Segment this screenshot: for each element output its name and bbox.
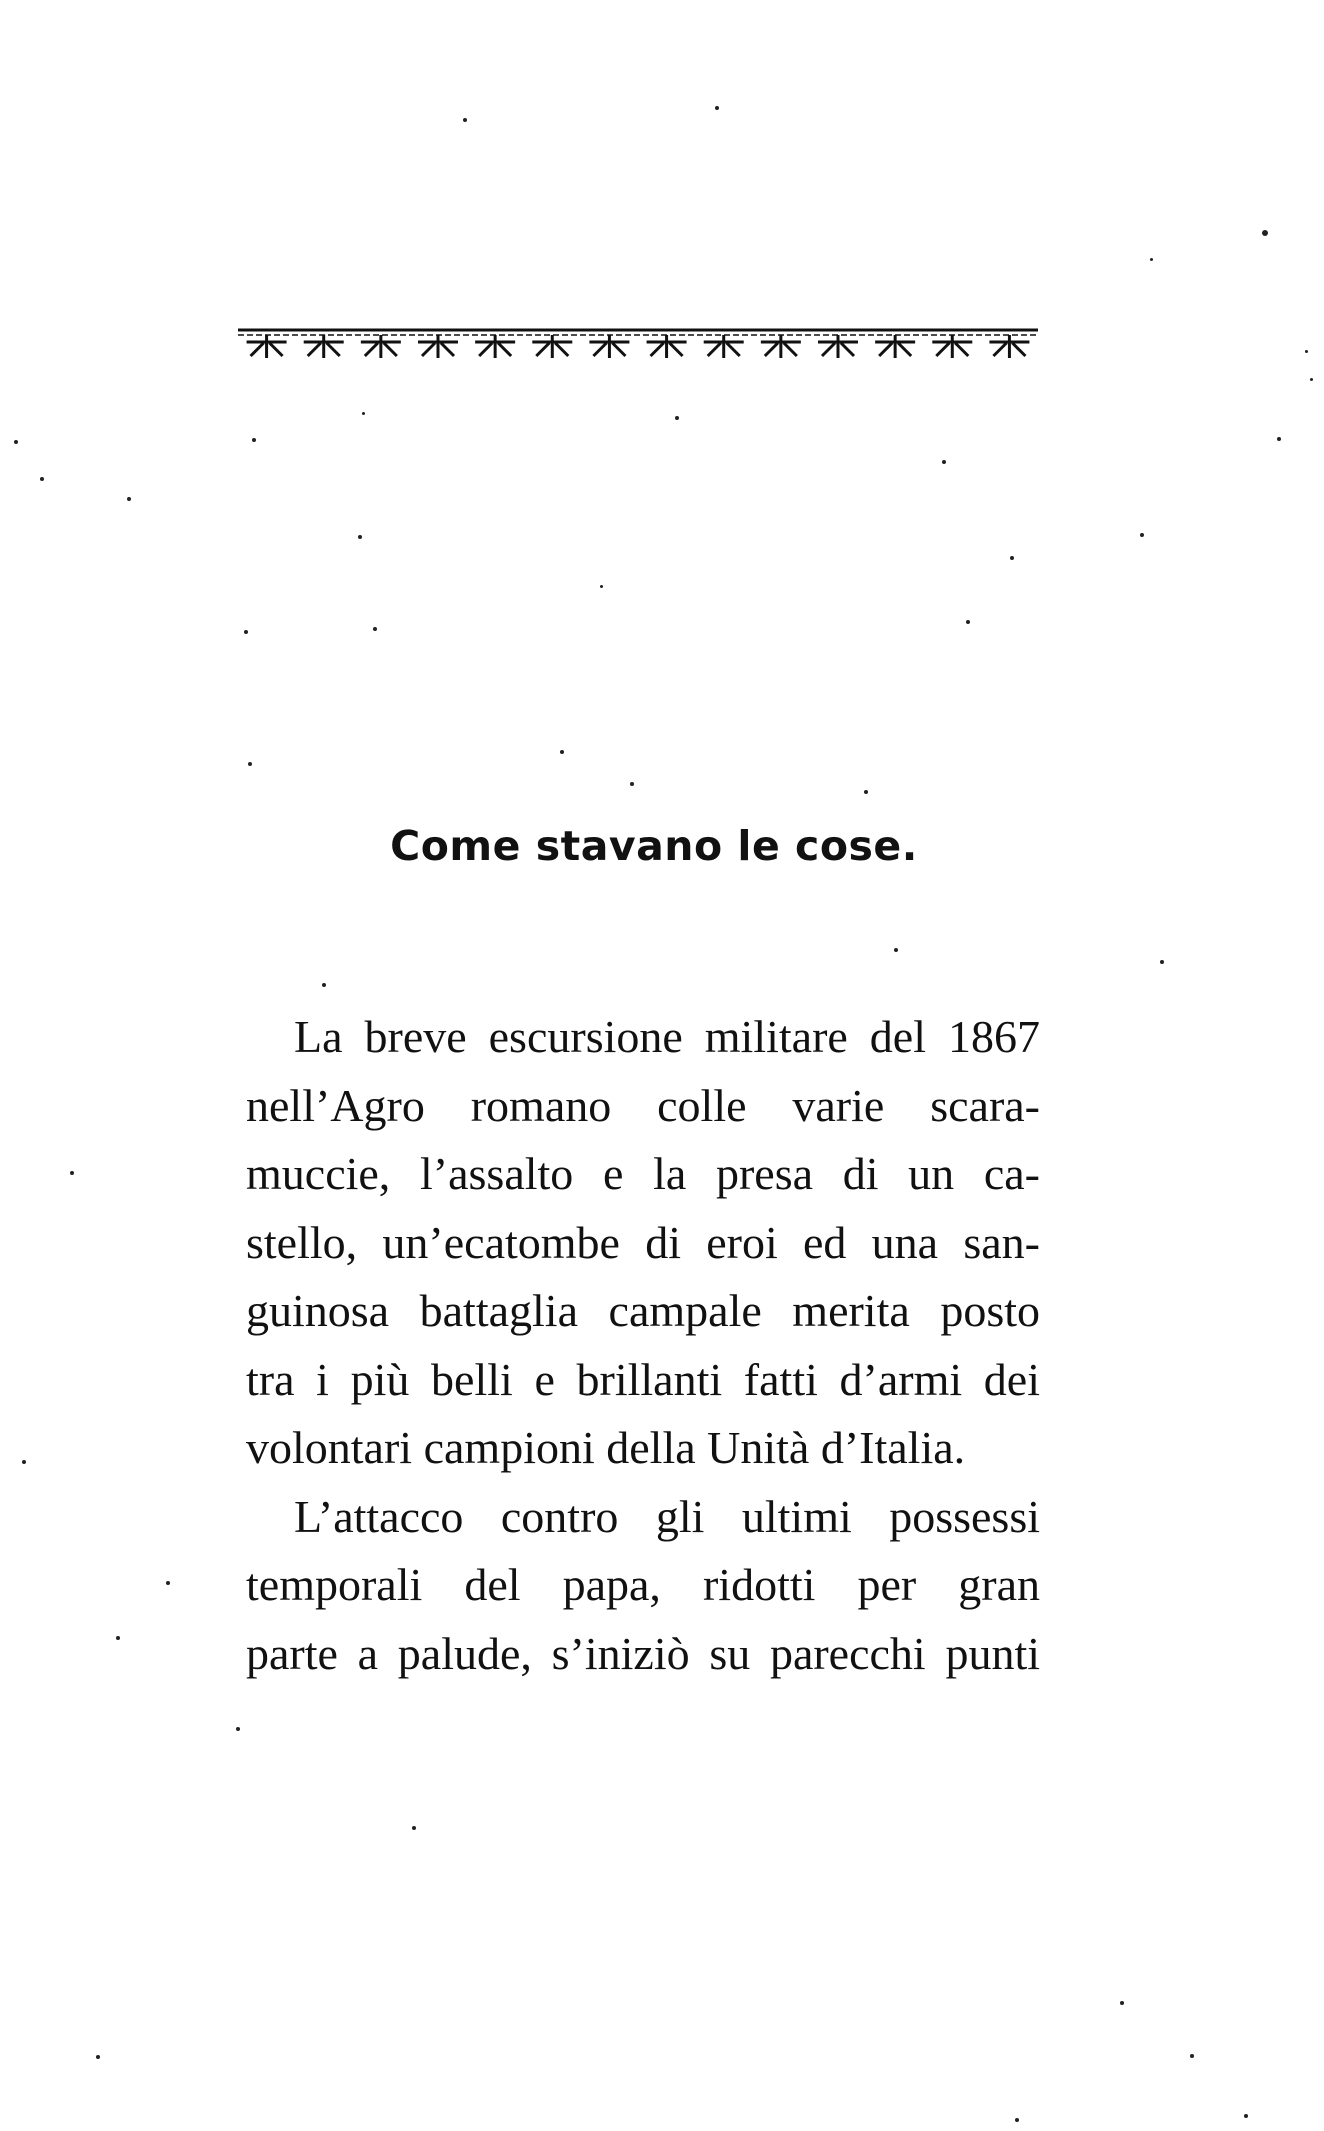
text-line: La breve escursione militare del 1867	[294, 1011, 1040, 1062]
speck	[463, 118, 467, 122]
ornament-unit	[761, 335, 801, 358]
text-line: guinosa battaglia campale merita posto	[246, 1285, 1040, 1336]
speck	[244, 630, 248, 634]
speck	[715, 106, 719, 110]
paragraph-1	[246, 1003, 1040, 1483]
speck	[1277, 437, 1281, 441]
ornament-unit	[304, 335, 344, 358]
ornament-unit	[875, 335, 915, 358]
speck	[864, 790, 868, 794]
text-line: L’attacco contro gli ultimi possessi	[294, 1490, 1040, 1542]
speck	[1150, 258, 1153, 261]
speck	[1160, 960, 1164, 964]
ornament-unit	[418, 335, 458, 358]
speck	[96, 2055, 100, 2059]
speck	[894, 948, 898, 952]
text-line: stello, un’ecatombe di eroi ed una san-	[246, 1216, 1040, 1268]
speck	[358, 535, 362, 539]
speck	[600, 585, 603, 588]
speck	[942, 460, 946, 464]
ornament-unit	[532, 335, 572, 358]
speck	[1120, 2001, 1124, 2005]
speck	[248, 762, 252, 766]
speck	[1010, 556, 1014, 560]
speck	[560, 750, 564, 754]
ornament-rule	[238, 326, 1038, 362]
speck	[40, 477, 44, 481]
speck	[116, 1636, 120, 1640]
speck	[412, 1826, 416, 1830]
speck	[675, 416, 679, 420]
section-heading: Come stavano le cose.	[390, 822, 918, 870]
body-text	[246, 1003, 1040, 1688]
speck	[630, 782, 634, 786]
speck	[1305, 350, 1308, 353]
ornament-unit	[818, 335, 858, 358]
text-line: parte a palude, s’iniziò su parecchi punti	[246, 1627, 1040, 1679]
ornament-unit	[647, 335, 687, 358]
speck	[1310, 378, 1313, 381]
ornament-unit	[589, 335, 629, 358]
speck	[362, 412, 365, 415]
ornament-unit	[932, 335, 972, 358]
speck	[236, 1727, 240, 1731]
speck	[14, 440, 18, 444]
speck	[322, 983, 326, 987]
ornament-unit	[704, 335, 744, 358]
text-line: volontari campioni della Unità d’Italia.	[246, 1422, 966, 1473]
speck	[1262, 230, 1268, 236]
speck	[252, 438, 256, 442]
ornament-unit	[361, 335, 401, 358]
ornament-unit	[475, 335, 515, 358]
speck	[127, 497, 131, 501]
text-line: temporali del papa, ridotti per gran	[246, 1559, 1040, 1610]
text-line: tra i più belli e brillanti fatti d’armi dei	[246, 1353, 1040, 1405]
ornament-unit	[989, 335, 1029, 358]
text-line: muccie, l’assalto e la presa di un ca-	[246, 1148, 1040, 1199]
speck	[70, 1171, 74, 1175]
ornament-unit	[247, 335, 287, 358]
speck	[22, 1460, 26, 1464]
speck	[1015, 2118, 1019, 2122]
speck	[373, 627, 377, 631]
speck	[166, 1581, 170, 1585]
speck	[1140, 533, 1144, 537]
speck	[1190, 2054, 1194, 2058]
text-line: nell’Agro romano colle varie scara-	[246, 1079, 1040, 1131]
speck	[966, 620, 970, 624]
speck	[1244, 2114, 1248, 2118]
paragraph-2	[246, 1483, 1040, 1689]
